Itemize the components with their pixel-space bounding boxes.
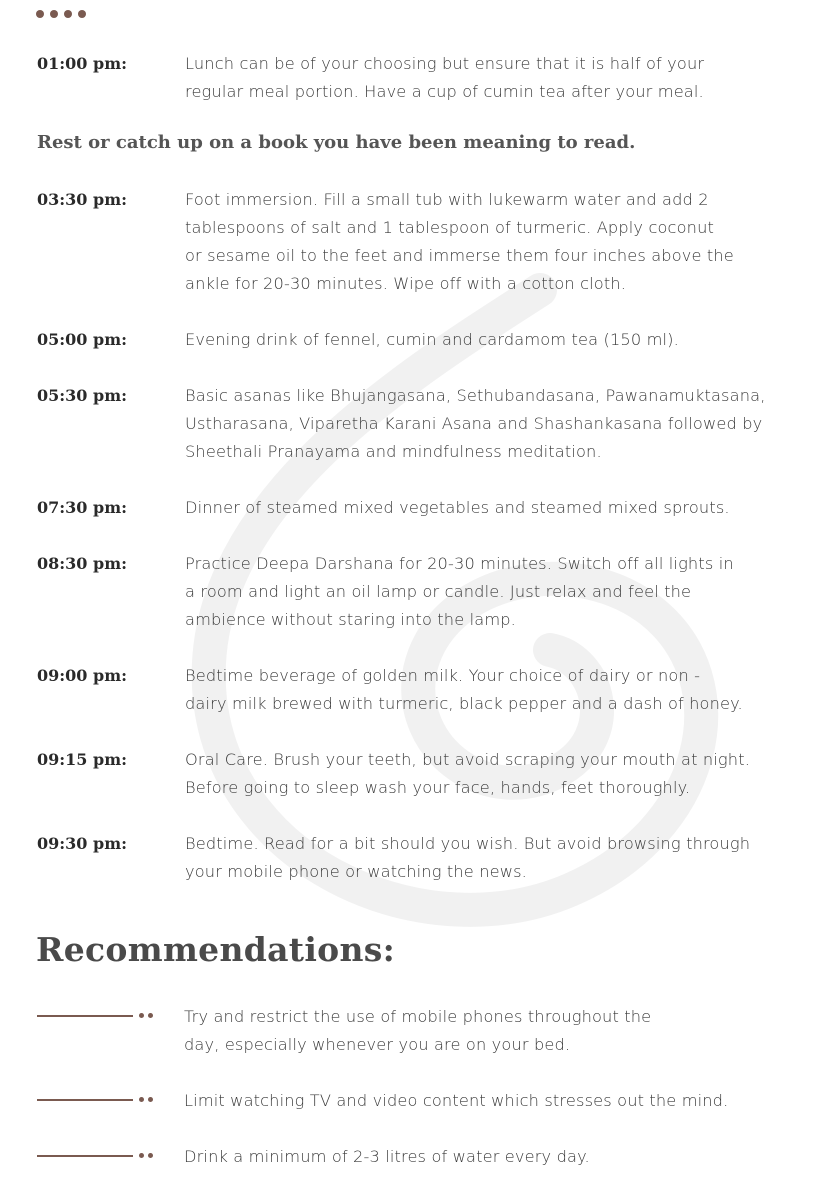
bullet-dots	[139, 1012, 153, 1018]
entry-time: 09:00 pm:	[37, 666, 128, 685]
entry-time: 08:30 pm:	[37, 554, 128, 573]
entry-time: 09:15 pm:	[37, 750, 128, 769]
decorative-dots	[36, 10, 86, 18]
entry-description: Dinner of steamed mixed vegetables and steamed mixed sprouts.	[185, 498, 730, 517]
entry-time: 05:00 pm:	[37, 330, 128, 349]
recommendation-text: Drink a minimum of 2-3 litres of water every day.	[184, 1147, 590, 1166]
recommendations-title: Recommendations:	[36, 930, 396, 969]
entry-time: 05:30 pm:	[37, 386, 128, 405]
rest-note: Rest or catch up on a book you have been meaning to read.	[37, 132, 636, 153]
bullet-line	[37, 1099, 133, 1101]
entry-description: Bedtime. Read for a bit should you wish. But avoid browsing through your mobile phone or watching the news.	[185, 834, 751, 881]
entry-time: 07:30 pm:	[37, 498, 128, 517]
entry-description: Oral Care. Brush your teeth, but avoid scraping your mouth at night. Before going to sleep wash your face, hands, feet thoroughly.	[185, 750, 751, 797]
recommendation-text: Try and restrict the use of mobile phones throughout the day, especially whenever you are on your bed.	[184, 1007, 652, 1054]
entry-description: Lunch can be of your choosing but ensure that it is half of your regular meal portion. Have a cup of cumin tea after your meal.	[185, 54, 705, 101]
entry-description: Foot immersion. Fill a small tub with lukewarm water and add 2 tablespoons of salt and 1 tablespoon of turmeric. Apply coconut or sesame oil to the feet and immerse them four inches above the ankle for 20-30 minutes. Wipe off with a cotton cloth.	[185, 190, 734, 293]
entry-description: Practice Deepa Darshana for 20-30 minutes. Switch off all lights in a room and light an oil lamp or candle. Just relax and feel the ambience without staring into the lamp.	[185, 554, 734, 629]
bullet-line	[37, 1015, 133, 1017]
bullet-line	[37, 1155, 133, 1157]
entry-time: 09:30 pm:	[37, 834, 128, 853]
entry-time: 03:30 pm:	[37, 190, 128, 209]
entry-description: Basic asanas like Bhujangasana, Sethubandasana, Pawanamuktasana, Ustharasana, Viparetha Karani Asana and Shashankasana followed by Sheethali Pranayama and mindfulness meditation.	[185, 386, 766, 461]
entry-description: Evening drink of fennel, cumin and cardamom tea (150 ml).	[185, 330, 679, 349]
bullet-dots	[139, 1152, 153, 1158]
recommendation-text: Limit watching TV and video content which stresses out the mind.	[184, 1091, 729, 1110]
bullet-dots	[139, 1096, 153, 1102]
entry-time: 01:00 pm:	[37, 54, 128, 73]
entry-description: Bedtime beverage of golden milk. Your choice of dairy or non - dairy milk brewed with turmeric, black pepper and a dash of honey.	[185, 666, 743, 713]
